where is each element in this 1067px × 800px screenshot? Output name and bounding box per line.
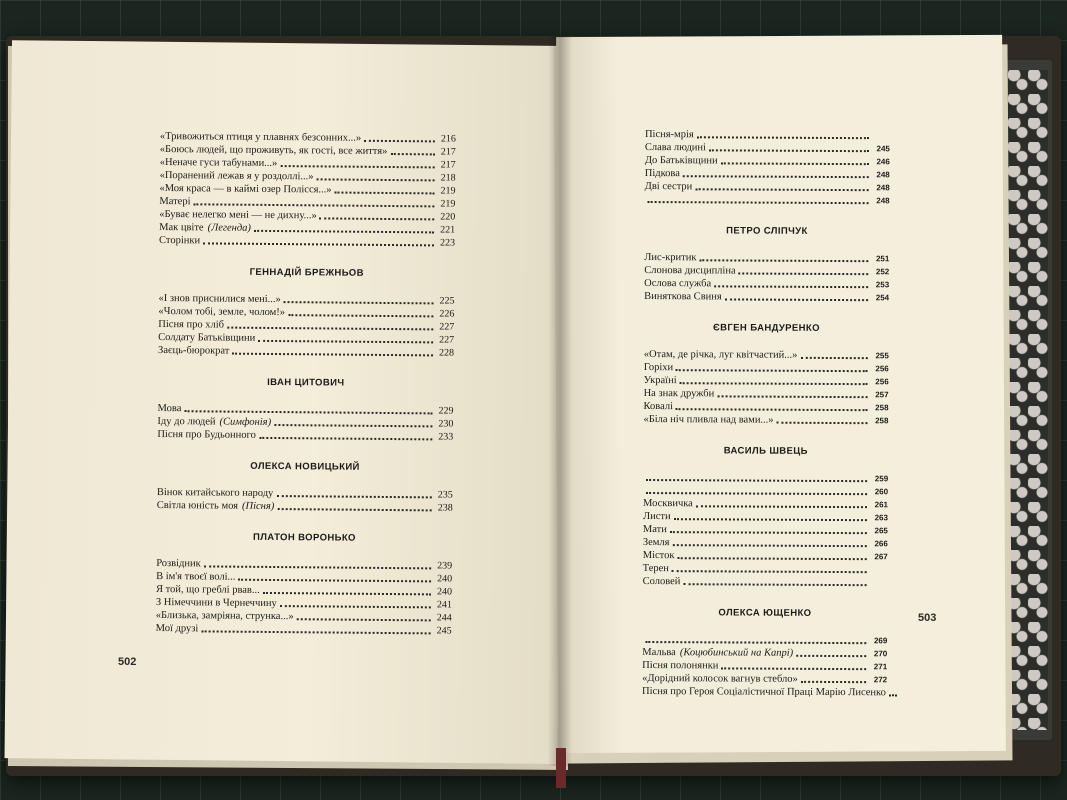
toc-entry [643, 523, 888, 537]
entry-title: «Моя краса — в каймі озер Полісся...» [159, 182, 332, 196]
entry-subtitle: (Легенда) [207, 222, 251, 234]
entry-page-number: 225 [439, 295, 455, 307]
author-heading: ГЕННАДІЙ БРЕЖНЬОВ [249, 266, 364, 279]
dot-leader [672, 543, 866, 547]
right-page-number: 503 [918, 612, 937, 624]
toc-entry [645, 167, 890, 181]
toc-entry [645, 154, 890, 168]
entry-title: «Боюсь людей, що проживуть, як гості, все життя» [159, 143, 388, 157]
entry-page-number: 216 [440, 133, 456, 145]
dot-leader [316, 177, 434, 181]
entry-title: «Чолом тобі, земле, чолом!» [158, 305, 286, 319]
dot-leader [258, 339, 433, 344]
toc-entry [642, 672, 887, 686]
toc-entry [645, 180, 890, 194]
entry-title: Листи [642, 510, 671, 523]
dot-leader [320, 216, 435, 220]
entry-title: «Буває нелегко мені — не дихну...» [159, 208, 317, 222]
entry-page-number: 227 [439, 321, 455, 333]
bookmark-ribbon [556, 748, 566, 788]
entry-page-number: 221 [440, 224, 456, 236]
entry-title: До Батьківщини [644, 154, 718, 167]
dot-leader [203, 241, 434, 246]
dot-leader [697, 135, 869, 139]
entry-page-number: 256 [875, 364, 889, 374]
entry-title: «Тривожиться птиця у плавнях безсонних...» [159, 130, 362, 144]
dot-leader [800, 356, 867, 359]
entry-title: Світла юність моя [156, 499, 239, 512]
toc-entry [645, 193, 890, 207]
entry-title: Пісня про Будьонного [157, 428, 256, 441]
entry-page-number: 219 [440, 198, 456, 210]
entry-page-number: 248 [876, 196, 890, 206]
dot-leader [335, 191, 435, 195]
dot-leader [390, 152, 434, 155]
dot-leader [674, 517, 867, 521]
entry-page-number: 218 [440, 172, 456, 184]
entry-title: Розвідник [156, 557, 201, 570]
dot-leader [201, 629, 430, 634]
author-heading: ІВАН ЦИТОВИЧ [267, 376, 345, 389]
entry-page-number: 252 [875, 267, 890, 277]
dot-leader [274, 423, 432, 427]
toc-entry [643, 471, 888, 485]
entry-title: «І знов приснилися мені...» [158, 292, 281, 306]
entry-page-number: 258 [875, 403, 889, 413]
entry-page-number: 217 [440, 146, 456, 158]
entry-page-number: 245 [436, 625, 452, 637]
dot-leader [204, 564, 431, 569]
entry-page-number: 271 [873, 662, 888, 672]
entry-title: «Отам, де річка, луг квітчастий...» [643, 348, 798, 361]
toc-entry [644, 277, 889, 291]
entry-page-number: 267 [874, 552, 888, 562]
entry-page-number: 269 [873, 636, 888, 646]
entry-title: «Неначе гуси табунами...» [159, 156, 278, 170]
toc-entry [643, 536, 888, 550]
dot-leader [777, 421, 868, 424]
entry-title: Я той, що греблі рвав... [155, 583, 260, 596]
toc-entry [644, 251, 889, 265]
dot-leader [721, 161, 869, 165]
entry-page-number: 251 [875, 254, 890, 264]
dot-leader [677, 556, 866, 560]
dot-leader [889, 693, 897, 696]
entry-title: Сторінки [158, 234, 201, 247]
dot-leader [645, 640, 866, 644]
entry-page-number: 265 [874, 526, 888, 536]
entry-page-number: 239 [437, 560, 453, 572]
dot-leader [254, 229, 434, 234]
entry-page-number: 270 [873, 649, 888, 659]
entry-page-number: 223 [439, 237, 456, 249]
entry-title: Слонова дисципліна [644, 264, 736, 277]
entry-page-number: 258 [875, 416, 889, 426]
dot-leader [280, 604, 431, 608]
dot-leader [646, 478, 867, 482]
dot-leader [263, 591, 431, 595]
dot-leader [725, 297, 868, 301]
toc-entry [643, 413, 888, 427]
dot-leader [801, 680, 866, 683]
dot-leader [184, 409, 432, 414]
entry-page-number: 230 [438, 418, 454, 430]
toc-entry [643, 510, 888, 524]
dot-leader [796, 654, 866, 657]
dot-leader [194, 202, 435, 207]
entry-title: «Поранений лежав я у роздоллі...» [159, 169, 314, 183]
dot-leader [714, 284, 868, 288]
entry-title: «Близька, замріяна, струнка...» [155, 609, 294, 623]
entry-title: Матері [159, 195, 191, 208]
toc-entry [159, 221, 455, 237]
dot-leader [676, 407, 868, 411]
toc-entry [644, 290, 889, 304]
entry-subtitle: (Пісня) [241, 500, 275, 513]
toc-entry [157, 499, 453, 515]
left-contents-column [156, 130, 456, 638]
entry-title: Україні [643, 374, 677, 387]
entry-page-number: 253 [875, 280, 890, 290]
toc-entry [643, 549, 888, 563]
entry-page-number: 245 [876, 144, 890, 154]
dot-leader [683, 582, 866, 586]
dot-leader [227, 326, 433, 331]
entry-title: Підкова [644, 167, 680, 180]
toc-entry [156, 609, 452, 625]
entry-title: Мальва [642, 646, 676, 659]
entry-page-number: 228 [439, 347, 455, 359]
dot-leader [670, 530, 867, 534]
entry-title: Лис-критик [644, 251, 697, 264]
toc-entry [158, 344, 454, 360]
entry-page-number: 229 [438, 405, 454, 417]
entry-page-number: 263 [874, 513, 888, 523]
entry-title: Москвичка [643, 497, 693, 510]
entry-title: В ім'я твоєї волі... [156, 570, 236, 583]
entry-title: Пісня-мрія [644, 128, 694, 141]
entry-page-number: 227 [439, 334, 455, 346]
toc-entry [644, 400, 889, 414]
dot-leader [680, 381, 868, 385]
toc-entry [644, 361, 889, 375]
entry-title: Ковалі [643, 400, 674, 413]
dot-leader [739, 271, 869, 275]
dot-leader [277, 507, 431, 511]
entry-title: Мати [642, 523, 667, 536]
author-heading: ВАСИЛЬ ШВЕЦЬ [723, 445, 808, 457]
toc-entry [642, 659, 887, 673]
entry-page-number: 240 [437, 573, 453, 585]
dot-leader [284, 300, 434, 304]
right-contents-column [642, 128, 890, 699]
entry-page-number: 217 [440, 159, 456, 171]
dot-leader [232, 352, 433, 357]
entry-title: Місток [642, 549, 675, 562]
dot-leader [717, 394, 867, 398]
entry-title: Заєць-бюрократ [158, 344, 230, 357]
entry-page-number: 254 [875, 293, 890, 303]
author-heading: ЄВГЕН БАНДУРЕНКО [712, 322, 820, 334]
entry-page-number: 261 [874, 500, 889, 510]
toc-entry [643, 484, 888, 498]
entry-title: З Німеччини в Чернеччину [155, 596, 277, 610]
entry-title: Дві сестри [644, 180, 693, 193]
toc-entry [643, 497, 888, 511]
left-page-number: 502 [118, 656, 137, 668]
dot-leader [721, 666, 866, 670]
entry-title: Земля [642, 536, 670, 549]
entry-page-number: 259 [874, 474, 889, 484]
entry-title: Слава людині [644, 141, 706, 154]
entry-page-number: 244 [436, 612, 452, 624]
entry-page-number: 241 [436, 599, 452, 611]
toc-entry [644, 387, 889, 401]
dot-leader [683, 174, 869, 178]
entry-page-number: 248 [876, 183, 890, 193]
entry-title: Пісня полонянки [642, 659, 719, 672]
toc-entry [645, 141, 890, 155]
dot-leader [676, 368, 868, 372]
dot-leader [646, 491, 867, 495]
cover-ornament [1008, 70, 1048, 730]
entry-title: Пісня про хліб [158, 318, 225, 331]
entry-title: Виняткова Свиня [644, 290, 722, 303]
author-heading: ОЛЕКСА ЮЩЕНКО [718, 607, 812, 619]
entry-title: Терен [642, 562, 669, 575]
entry-page-number: 235 [437, 489, 453, 501]
dot-leader [259, 436, 433, 441]
entry-page-number: 219 [440, 185, 456, 197]
entry-page-number: 240 [436, 586, 453, 598]
toc-entry [157, 428, 453, 444]
entry-title: Мова [157, 402, 182, 415]
entry-page-number: 255 [875, 351, 889, 361]
entry-title: Горіхи [643, 361, 674, 374]
dot-leader [280, 164, 434, 168]
entry-page-number: 266 [874, 539, 888, 549]
dot-leader [695, 187, 868, 191]
entry-title: Мої друзі [155, 622, 199, 635]
entry-title: Мак цвіте [159, 221, 204, 234]
dot-leader [276, 494, 432, 498]
toc-entry [645, 128, 890, 142]
entry-page-number: 246 [876, 157, 890, 167]
entry-title: Пісня про Героя Соціалістичної Праці Марію Лисенко [642, 685, 886, 699]
toc-entry [642, 633, 887, 647]
entry-title: Вінок китайського народу [156, 486, 274, 500]
dot-leader [696, 504, 867, 508]
entry-page-number: 257 [875, 390, 889, 400]
toc-entry [156, 622, 452, 638]
toc-entry [642, 646, 887, 660]
entry-page-number: 238 [437, 502, 453, 514]
toc-entry [644, 348, 889, 362]
entry-page-number: 256 [875, 377, 889, 387]
dot-leader [238, 578, 431, 583]
toc-entry [643, 562, 888, 576]
entry-page-number: 226 [439, 308, 455, 320]
entry-page-number: 233 [438, 431, 454, 443]
toc-entry [643, 575, 888, 589]
dot-leader [672, 569, 867, 573]
author-heading: ОЛЕКСА НОВИЦЬКИЙ [250, 460, 360, 473]
entry-title: «Біла ніч пливла над вами...» [643, 413, 774, 426]
author-heading: ПЛАТОН ВОРОНЬКО [252, 531, 356, 544]
entry-title: «Дорідний колосок вагнув стебло» [642, 672, 798, 685]
book-gutter [548, 36, 572, 766]
dot-leader [648, 200, 869, 204]
dot-leader [297, 617, 431, 621]
toc-entry [644, 374, 889, 388]
entry-subtitle: (Коцюбинський на Капрі) [679, 647, 794, 659]
entry-page-number: 272 [873, 675, 888, 685]
entry-page-number: 220 [440, 211, 456, 223]
entry-page-number: 248 [876, 170, 890, 180]
entry-title: Іду до людей [157, 415, 216, 428]
entry-title: На знак дружби [643, 387, 715, 400]
entry-subtitle: (Симфонія) [219, 416, 272, 428]
entry-page-number: 260 [874, 487, 889, 497]
toc-entry [642, 685, 887, 699]
dot-leader [709, 148, 869, 152]
entry-title: Солдату Батьківщини [158, 331, 256, 344]
dot-leader [288, 313, 433, 317]
toc-entry [159, 234, 455, 250]
toc-entry [644, 264, 889, 278]
dot-leader [699, 258, 868, 262]
author-heading: ПЕТРО СЛІПЧУК [726, 225, 808, 237]
entry-title: Ослова служба [644, 277, 712, 290]
toc-entry [159, 182, 455, 198]
dot-leader [364, 139, 435, 143]
entry-title: Соловей [642, 575, 681, 588]
